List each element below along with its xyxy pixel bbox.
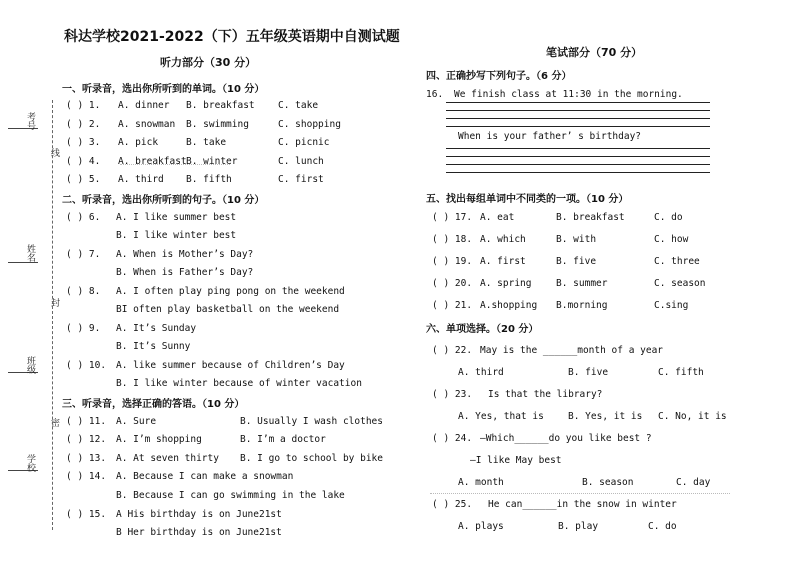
section-3-heading: 三、听录音，选择正确的答语。（10 分） — [62, 399, 245, 410]
section-2-heading: 二、听录音，选出你所听到的句子。（10 分） — [62, 195, 265, 206]
question-number: 16. — [426, 89, 444, 100]
option-b: B. Yes, it is — [568, 411, 643, 422]
question-row — [66, 136, 386, 149]
option-b: BI often play basketball on the weekend — [116, 304, 340, 315]
answer-blank[interactable]: ( ) 23. — [432, 389, 473, 400]
answer-blank[interactable]: ( ) 14. — [66, 471, 107, 482]
option-b: B. play — [558, 521, 599, 532]
writing-line[interactable] — [446, 126, 710, 127]
section-1-heading: 一、听录音，选出你所听到的单词。（10 分） — [62, 84, 265, 95]
option-b: B. season — [582, 477, 634, 488]
answer-blank[interactable]: ( ) 18. — [432, 234, 473, 245]
option-b: B. winter — [186, 156, 238, 167]
options-row — [458, 520, 748, 533]
option-b: B. with — [556, 234, 597, 245]
option-a: A. third — [118, 174, 164, 185]
question-row — [432, 277, 732, 290]
answer-blank[interactable]: ( ) 11. — [66, 416, 107, 427]
answer-blank[interactable]: ( ) 24. — [432, 433, 473, 444]
option-c: C. how — [654, 234, 689, 245]
question-row — [66, 470, 386, 483]
question-row — [66, 173, 386, 186]
option-c: C. do — [648, 521, 677, 532]
question-row — [66, 99, 386, 112]
option-c: C. first — [278, 174, 324, 185]
exam-title: 科达学校2021-2022（下）五年级英语期中自测试题 — [64, 29, 400, 45]
option-c: C. lunch — [278, 156, 324, 167]
answer-blank[interactable]: ( ) 7. — [66, 249, 101, 260]
option-a: A. Because I can make a snowman — [116, 471, 294, 482]
option-b: B. It’s Sunny — [116, 341, 191, 352]
writing-line[interactable] — [446, 102, 710, 103]
options-row — [458, 476, 748, 489]
answer-blank[interactable]: ( ) 1. — [66, 100, 101, 111]
question-row — [432, 432, 732, 445]
option-c: C. day — [676, 477, 711, 488]
option-b: B. I like winter because of winter vacation — [116, 378, 362, 389]
writing-line[interactable] — [446, 110, 710, 111]
options-row — [458, 366, 748, 379]
answer-blank[interactable]: ( ) 22. — [432, 345, 473, 356]
option-b: B. I go to school by bike — [240, 453, 383, 464]
binding-margin — [0, 0, 59, 562]
margin-line — [8, 262, 38, 263]
margin-label-xuexiao: 学校 — [25, 454, 35, 472]
option-a: A. At seven thirty — [116, 453, 219, 464]
scan-noise — [430, 493, 730, 494]
question-stem: Is that the library? — [488, 389, 603, 400]
option-b: B. breakfast — [556, 212, 625, 223]
option-c: C.sing — [654, 300, 689, 311]
option-b: B. When is Father’s Day? — [116, 267, 254, 278]
option-c: C. picnic — [278, 137, 330, 148]
copy-sentence-1: We finish class at 11:30 in the morning. — [454, 89, 683, 100]
option-a: A. Sure — [116, 416, 157, 427]
option-c: C. season — [654, 278, 706, 289]
option-a: A. third — [458, 367, 504, 378]
answer-blank[interactable]: ( ) 10. — [66, 360, 107, 371]
written-part-heading: 笔试部分（70 分） — [546, 46, 643, 59]
question-row — [66, 285, 386, 298]
option-a: A His birthday is on June21st — [116, 509, 282, 520]
writing-line[interactable] — [446, 172, 710, 173]
option-a: A. first — [480, 256, 526, 267]
section-6-heading: 六、单项选择。（20 分） — [426, 324, 539, 335]
question-row — [432, 255, 732, 268]
question-row — [432, 344, 732, 357]
option-b: B. Because I can go swimming in the lake — [116, 490, 345, 501]
option-c: C. fifth — [658, 367, 704, 378]
answer-blank[interactable]: ( ) 9. — [66, 323, 101, 334]
writing-line[interactable] — [446, 118, 710, 119]
option-a: A. I often play ping pong on the weekend — [116, 286, 345, 297]
listening-part-heading: 听力部分（30 分） — [160, 56, 257, 69]
answer-blank[interactable]: ( ) 2. — [66, 119, 101, 130]
margin-label-kaohao: 考号 — [25, 112, 35, 130]
answer-blank[interactable]: ( ) 3. — [66, 137, 101, 148]
option-b: B. breakfast — [186, 100, 255, 111]
writing-line[interactable] — [446, 148, 710, 149]
question-row — [66, 155, 386, 168]
option-c: C. No, it is — [658, 411, 727, 422]
option-b: B. Usually I wash clothes — [240, 416, 383, 427]
option-b: B. I like winter best — [116, 230, 237, 241]
answer-blank[interactable]: ( ) 19. — [432, 256, 473, 267]
answer-blank[interactable]: ( ) 17. — [432, 212, 473, 223]
option-a: A. snowman — [118, 119, 176, 130]
question-row — [66, 248, 386, 261]
option-c: C. do — [654, 212, 683, 223]
answer-blank[interactable]: ( ) 21. — [432, 300, 473, 311]
question-row — [432, 233, 732, 246]
option-b: B. five — [568, 367, 609, 378]
option-a: A. like summer because of Children’s Day — [116, 360, 345, 371]
writing-line[interactable] — [446, 164, 710, 165]
option-a: A. dinner — [118, 100, 170, 111]
question-row — [432, 498, 732, 511]
question-row — [66, 433, 386, 446]
option-a: A. When is Mother’s Day? — [116, 249, 254, 260]
question-row — [66, 211, 386, 224]
question-stem: May is the ______month of a year — [480, 345, 664, 356]
writing-line[interactable] — [446, 156, 710, 157]
margin-label-mi: 密 — [49, 418, 59, 427]
answer-blank[interactable]: ( ) 8. — [66, 286, 101, 297]
question-row — [432, 299, 732, 312]
answer-blank[interactable]: ( ) 5. — [66, 174, 101, 185]
option-a: A. I like summer best — [116, 212, 237, 223]
dialogue-reply: —I like May best — [470, 455, 562, 466]
margin-label-feng: 封 — [49, 298, 59, 307]
option-c: C. shopping — [278, 119, 341, 130]
section-5-heading: 五、找出每组单词中不同类的一项。（10 分） — [426, 194, 629, 205]
margin-label-banji: 班级 — [25, 356, 35, 374]
question-row — [66, 118, 386, 131]
option-a: A. I’m shopping — [116, 434, 202, 445]
option-b: B Her birthday is on June21st — [116, 527, 282, 538]
option-b: B. five — [556, 256, 597, 267]
option-b: B. fifth — [186, 174, 232, 185]
answer-blank[interactable]: ( ) 15. — [66, 509, 107, 520]
answer-blank[interactable]: ( ) 12. — [66, 434, 107, 445]
margin-label-xian: 线 — [49, 148, 59, 157]
question-row — [66, 322, 386, 335]
option-a: A. breakfast — [118, 156, 187, 167]
option-b: B. take — [186, 137, 227, 148]
answer-blank[interactable]: ( ) 13. — [66, 453, 107, 464]
option-a: A. pick — [118, 137, 159, 148]
question-row — [66, 415, 386, 428]
options-row — [458, 410, 748, 423]
option-c: C. three — [654, 256, 700, 267]
section-4-heading: 四、正确抄写下列句子。（6 分） — [426, 71, 572, 82]
option-b: B. swimming — [186, 119, 249, 130]
option-a: A. plays — [458, 521, 504, 532]
answer-blank[interactable]: ( ) 4. — [66, 156, 101, 167]
option-a: A. which — [480, 234, 526, 245]
option-c: C. take — [278, 100, 319, 111]
option-b: B. summer — [556, 278, 608, 289]
option-a: A. eat — [480, 212, 515, 223]
option-a: A. Yes, that is — [458, 411, 544, 422]
question-row — [66, 359, 386, 372]
option-a: A. month — [458, 477, 504, 488]
answer-blank[interactable]: ( ) 20. — [432, 278, 473, 289]
question-row — [432, 211, 732, 224]
margin-label-xingming: 姓名 — [25, 244, 35, 262]
seal-line — [52, 100, 53, 530]
option-a: A. It’s Sunday — [116, 323, 197, 334]
option-b: B. I’m a doctor — [240, 434, 326, 445]
question-row — [432, 388, 732, 401]
question-row — [66, 452, 386, 465]
answer-blank[interactable]: ( ) 25. — [432, 499, 473, 510]
option-b: B.morning — [556, 300, 608, 311]
copy-sentence-2: When is your father’ s birthday? — [458, 131, 642, 142]
answer-blank[interactable]: ( ) 6. — [66, 212, 101, 223]
copy-question-row — [426, 88, 726, 101]
question-stem: —Which______do you like best ? — [480, 433, 652, 444]
question-row — [66, 508, 386, 521]
question-stem: He can______in the snow in winter — [488, 499, 677, 510]
option-a: A. spring — [480, 278, 532, 289]
option-a: A.shopping — [480, 300, 538, 311]
